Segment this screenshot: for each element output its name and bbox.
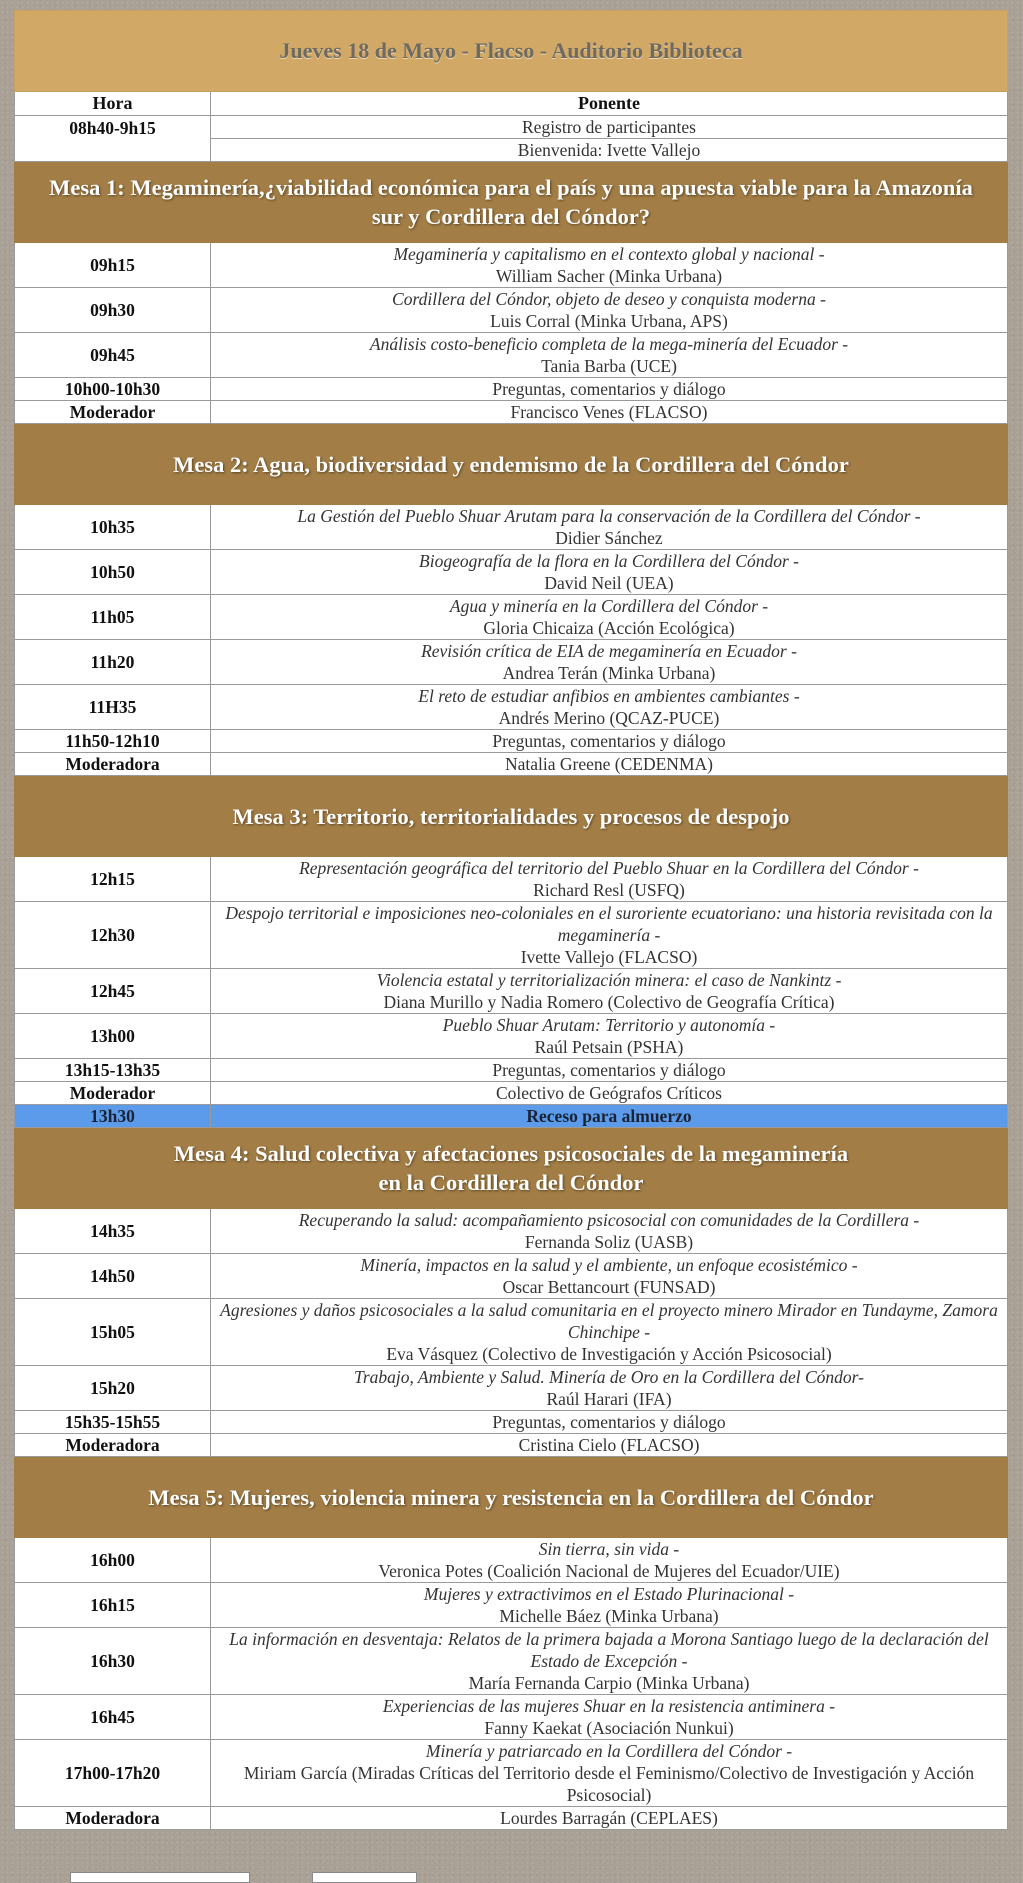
speaker-cell [211, 1583, 1008, 1628]
lunch-break-row [15, 1105, 1008, 1128]
mesa-title-row [15, 776, 1008, 857]
talk-title: Sin tierra, sin vida - [538, 1539, 680, 1559]
schedule-row [15, 902, 1008, 969]
time-cell: 15h20 [15, 1366, 211, 1411]
schedule-row [15, 333, 1008, 378]
speaker-name: Raúl Petsain (PSHA) [534, 1037, 684, 1057]
time-cell: 13h00 [15, 1014, 211, 1059]
schedule-row [15, 730, 1008, 753]
time-cell: 16h00 [15, 1538, 211, 1583]
time-cell: Moderador [15, 1082, 211, 1105]
talk-title: Minería y patriarcado en la Cordillera del Cóndor - [425, 1741, 793, 1761]
speaker-name: William Sacher (Minka Urbana) [495, 266, 723, 286]
talk-title: La Gestión del Pueblo Shuar Arutam para la conservación de la Cordillera del Cóndor - [297, 506, 921, 526]
time-cell: 17h00-17h20 [15, 1740, 211, 1807]
speaker-cell [211, 1299, 1008, 1366]
time-cell: 10h00-10h30 [15, 378, 211, 401]
speaker-cell [211, 243, 1008, 288]
time-cell: 14h50 [15, 1254, 211, 1299]
time-cell: 11h20 [15, 640, 211, 685]
talk-title: Revisión crítica de EIA de megaminería en Ecuador - [421, 641, 797, 661]
time-cell: 12h45 [15, 969, 211, 1014]
time-cell: 11h50-12h10 [15, 730, 211, 753]
speaker-cell: Lourdes Barragán (CEPLAES) [211, 1807, 1008, 1830]
opening-item: Bienvenida: Ivette Vallejo [211, 139, 1008, 162]
schedule-row [15, 1695, 1008, 1740]
speaker-name: Michelle Báez (Minka Urbana) [499, 1606, 719, 1626]
schedule-row [15, 595, 1008, 640]
speaker-cell: Preguntas, comentarios y diálogo [211, 378, 1008, 401]
mesa-title-line: Mesa 4: Salud colectiva y afectaciones psicosociales de la megaminería [173, 1141, 849, 1166]
speaker-cell [211, 1366, 1008, 1411]
speaker-name: María Fernanda Carpio (Minka Urbana) [468, 1673, 750, 1693]
mesa-title: Mesa 1: Megaminería,¿viabilidad económica para el país y una apuesta viable para la Amazonía sur y Cordillera del Cóndor? [15, 162, 1008, 243]
schedule-row [15, 1082, 1008, 1105]
header-row [15, 92, 1008, 116]
mesa-title-row [15, 1457, 1008, 1538]
speaker-name: Fernanda Soliz (UASB) [524, 1232, 694, 1252]
schedule-row [15, 243, 1008, 288]
speaker-cell [211, 902, 1008, 969]
opening-row [15, 116, 1008, 139]
talk-title: El reto de estudiar anfibios en ambientes cambiantes - [418, 686, 800, 706]
speaker-cell [211, 1014, 1008, 1059]
time-cell: 09h45 [15, 333, 211, 378]
talk-title: Pueblo Shuar Arutam: Territorio y autonomía - [442, 1015, 776, 1035]
break-time: 13h30 [15, 1105, 211, 1128]
time-cell: 09h30 [15, 288, 211, 333]
speaker-cell: Preguntas, comentarios y diálogo [211, 730, 1008, 753]
footer-logo-box [312, 1872, 417, 1883]
time-cell: 09h15 [15, 243, 211, 288]
mesa-title-row [15, 162, 1008, 243]
speaker-cell [211, 1628, 1008, 1695]
title-row [15, 11, 1008, 92]
time-cell: 16h15 [15, 1583, 211, 1628]
schedule-row [15, 1538, 1008, 1583]
schedule-row [15, 1628, 1008, 1695]
time-cell: Moderadora [15, 1807, 211, 1830]
speaker-name: Gloria Chicaiza (Acción Ecológica) [483, 618, 735, 638]
talk-title: La información en desventaja: Relatos de la primera bajada a Morona Santiago luego de la declaración del Estado de Excepción - [229, 1629, 989, 1671]
speaker-cell: Colectivo de Geógrafos Críticos [211, 1082, 1008, 1105]
footer-logo-box [70, 1872, 250, 1883]
speaker-name: Diana Murillo y Nadia Romero (Colectivo de Geografía Crítica) [383, 992, 835, 1012]
speaker-cell: Preguntas, comentarios y diálogo [211, 1411, 1008, 1434]
speaker-name: Tania Barba (UCE) [541, 356, 677, 376]
talk-title: Experiencias de las mujeres Shuar en la resistencia antiminera - [382, 1696, 836, 1716]
schedule-row [15, 505, 1008, 550]
schedule-row [15, 550, 1008, 595]
time-cell: Moderadora [15, 1434, 211, 1457]
speaker-cell [211, 595, 1008, 640]
speaker-cell [211, 1209, 1008, 1254]
header-ponente: Ponente [211, 92, 1008, 116]
time-cell: Moderadora [15, 753, 211, 776]
schedule-row [15, 288, 1008, 333]
time-cell: 15h05 [15, 1299, 211, 1366]
mesa-title-row [15, 1128, 1008, 1209]
speaker-cell [211, 640, 1008, 685]
time-cell: 11h05 [15, 595, 211, 640]
schedule-row [15, 1411, 1008, 1434]
opening-time: 08h40-9h15 [15, 116, 211, 162]
header-hora: Hora [15, 92, 211, 116]
speaker-cell [211, 1695, 1008, 1740]
speaker-name: Ivette Vallejo (FLACSO) [520, 947, 698, 967]
schedule-row [15, 685, 1008, 730]
speaker-name: Veronica Potes (Coalición Nacional de Mujeres del Ecuador/UIE) [378, 1561, 840, 1581]
time-cell: 16h45 [15, 1695, 211, 1740]
schedule-row [15, 969, 1008, 1014]
program-sheet [14, 10, 1007, 1830]
speaker-name: Oscar Bettancourt (FUNSAD) [502, 1277, 716, 1297]
speaker-name: Eva Vásquez (Colectivo de Investigación y Acción Psicosocial) [386, 1344, 832, 1364]
mesa-title-line: en la Cordillera del Cóndor [378, 1170, 644, 1195]
speaker-name: Andrea Terán (Minka Urbana) [502, 663, 716, 683]
talk-title: Agua y minería en la Cordillera del Cóndor - [449, 596, 769, 616]
schedule-row [15, 640, 1008, 685]
speaker-cell [211, 857, 1008, 902]
time-cell: 14h35 [15, 1209, 211, 1254]
program-table [14, 10, 1008, 1830]
speaker-cell [211, 685, 1008, 730]
speaker-name: Fanny Kaekat (Asociación Nunkui) [484, 1718, 734, 1738]
speaker-name: Didier Sánchez [555, 528, 663, 548]
speaker-name: Miriam García (Miradas Críticas del Territorio desde el Feminismo/Colectivo de Investigación y Acción Psicosocial) [243, 1763, 975, 1805]
schedule-row [15, 1807, 1008, 1830]
schedule-row [15, 1434, 1008, 1457]
speaker-cell [211, 1254, 1008, 1299]
speaker-cell [211, 969, 1008, 1014]
time-cell: Moderador [15, 401, 211, 424]
talk-title: Megaminería y capitalismo en el contexto global y nacional - [393, 244, 825, 264]
speaker-cell [211, 505, 1008, 550]
speaker-name: Richard Resl (USFQ) [533, 880, 685, 900]
speaker-cell [211, 1740, 1008, 1807]
break-label: Receso para almuerzo [211, 1105, 1008, 1128]
speaker-name: Luis Corral (Minka Urbana, APS) [490, 311, 728, 331]
schedule-row [15, 1254, 1008, 1299]
speaker-cell: Cristina Cielo (FLACSO) [211, 1434, 1008, 1457]
talk-title: Violencia estatal y territorialización minera: el caso de Nankintz - [376, 970, 842, 990]
speaker-name: David Neil (UEA) [544, 573, 674, 593]
time-cell: 12h30 [15, 902, 211, 969]
opening-item: Registro de participantes [211, 116, 1008, 139]
speaker-name: Andrés Merino (QCAZ-PUCE) [498, 708, 720, 728]
speaker-cell [211, 333, 1008, 378]
speaker-name: Raúl Harari (IFA) [546, 1389, 672, 1409]
speaker-cell [211, 1538, 1008, 1583]
mesa-title: Mesa 2: Agua, biodiversidad y endemismo de la Cordillera del Cóndor [15, 424, 1008, 505]
schedule-row [15, 1014, 1008, 1059]
schedule-row [15, 1299, 1008, 1366]
talk-title: Trabajo, Ambiente y Salud. Minería de Oro en la Cordillera del Cóndor- [354, 1367, 864, 1387]
speaker-cell: Preguntas, comentarios y diálogo [211, 1059, 1008, 1082]
mesa-title-row [15, 424, 1008, 505]
schedule-row [15, 1366, 1008, 1411]
talk-title: Representación geográfica del territorio del Pueblo Shuar en la Cordillera del Cóndor - [299, 858, 919, 878]
talk-title: Análisis costo-beneficio completa de la mega-minería del Ecuador - [369, 334, 849, 354]
schedule-row [15, 857, 1008, 902]
talk-title: Recuperando la salud: acompañamiento psicosocial con comunidades de la Cordillera - [298, 1210, 920, 1230]
time-cell: 11H35 [15, 685, 211, 730]
schedule-row [15, 1740, 1008, 1807]
time-cell: 15h35-15h55 [15, 1411, 211, 1434]
time-cell: 10h35 [15, 505, 211, 550]
schedule-row [15, 378, 1008, 401]
schedule-row [15, 1583, 1008, 1628]
page-title: Jueves 18 de Mayo - Flacso - Auditorio Biblioteca [15, 11, 1008, 92]
speaker-cell [211, 550, 1008, 595]
time-cell: 10h50 [15, 550, 211, 595]
schedule-row [15, 1209, 1008, 1254]
speaker-cell: Francisco Venes (FLACSO) [211, 401, 1008, 424]
time-cell: 12h15 [15, 857, 211, 902]
talk-title: Cordillera del Cóndor, objeto de deseo y conquista moderna - [392, 289, 826, 309]
schedule-row [15, 753, 1008, 776]
talk-title: Despojo territorial e imposiciones neo-coloniales en el suroriente ecuatoriano: una historia revisitada con la megaminería - [225, 903, 993, 945]
talk-title: Minería, impactos en la salud y el ambiente, un enfoque ecosistémico - [360, 1255, 858, 1275]
speaker-cell [211, 288, 1008, 333]
schedule-row [15, 1059, 1008, 1082]
mesa-title: Mesa 3: Territorio, territorialidades y procesos de despojo [15, 776, 1008, 857]
talk-title: Agresiones y daños psicosociales a la salud comunitaria en el proyecto minero Mirador en Tundayme, Zamora Chinchipe - [220, 1300, 998, 1342]
mesa-title [15, 1128, 1008, 1209]
schedule-row [15, 401, 1008, 424]
mesa-title: Mesa 5: Mujeres, violencia minera y resistencia en la Cordillera del Cóndor [15, 1457, 1008, 1538]
time-cell: 16h30 [15, 1628, 211, 1695]
time-cell: 13h15-13h35 [15, 1059, 211, 1082]
talk-title: Mujeres y extractivimos en el Estado Plurinacional - [423, 1584, 795, 1604]
speaker-cell: Natalia Greene (CEDENMA) [211, 753, 1008, 776]
talk-title: Biogeografía de la flora en la Cordillera del Cóndor - [419, 551, 799, 571]
